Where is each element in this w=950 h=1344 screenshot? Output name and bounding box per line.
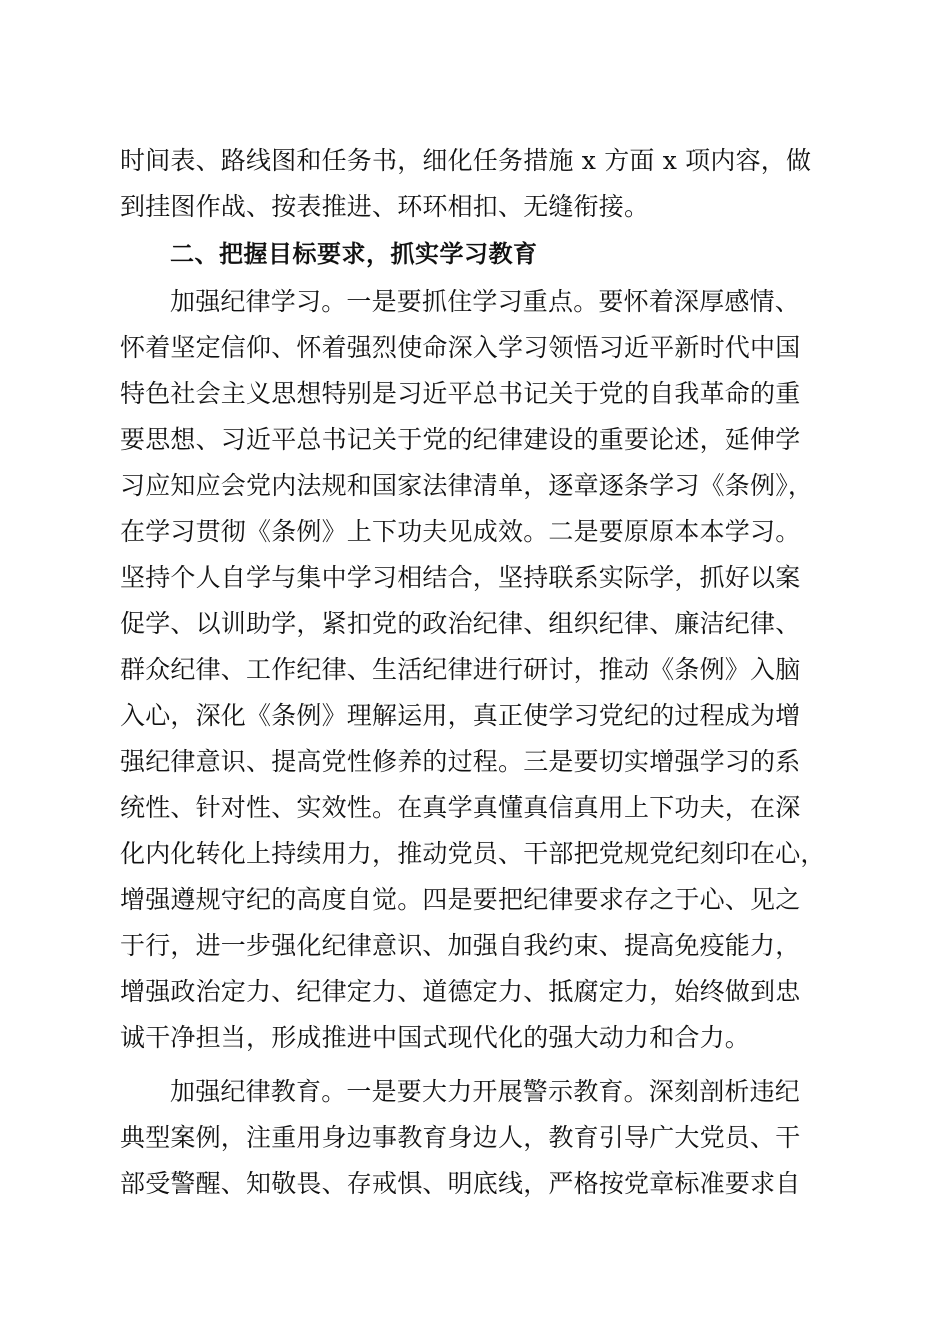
paragraph-1-line: 加强纪律学习。一是要抓住学习重点。要怀着深厚感情、: [170, 287, 801, 316]
paragraph-1-line: 增强遵规守纪的高度自觉。四是要把纪律要求存之于心、见之: [120, 885, 801, 914]
paragraph-2-line: 典型案例，注重用身边事教育身边人，教育引导广大党员、干: [120, 1123, 801, 1152]
paragraph-1-line: 促学、以训助学，紧扣党的政治纪律、组织纪律、廉洁纪律、: [120, 609, 801, 638]
paragraph-2-line: 加强纪律教育。一是要大力开展警示教育。深刻剖析违纪: [170, 1077, 801, 1106]
paragraph-1-line: 要思想、习近平总书记关于党的纪律建设的重要论述，延伸学: [120, 425, 801, 454]
paragraph-1-line: 坚持个人自学与集中学习相结合，坚持联系实际学，抓好以案: [120, 563, 801, 592]
intro-line-2: 到挂图作战、按表推进、环环相扣、无缝衔接。: [120, 192, 650, 221]
paragraph-1-line: 统性、针对性、实效性。在真学真懂真信真用上下功夫，在深: [120, 793, 801, 822]
section-heading: 二、把握目标要求，抓实学习教育: [170, 240, 538, 268]
paragraph-1-line: 群众纪律、工作纪律、生活纪律进行研讨，推动《条例》入脑: [120, 655, 801, 684]
paragraph-2-line: 部受警醒、知敬畏、存戒惧、明底线，严格按党章标准要求自: [120, 1169, 801, 1198]
paragraph-1-line: 化内化转化上持续用力，推动党员、干部把党规党纪刻印在心，: [120, 839, 826, 868]
paragraph-1-line: 增强政治定力、纪律定力、道德定力、抵腐定力，始终做到忠: [120, 977, 801, 1006]
paragraph-1-line: 在学习贯彻《条例》上下功夫见成效。二是要原原本本学习。: [120, 517, 801, 546]
paragraph-1-line: 强纪律意识、提高党性修养的过程。三是要切实增强学习的系: [120, 747, 801, 776]
paragraph-1-line: 怀着坚定信仰、怀着强烈使命深入学习领悟习近平新时代中国: [120, 333, 801, 362]
paragraph-1-line: 入心，深化《条例》理解运用，真正使学习党纪的过程成为增: [120, 701, 801, 730]
intro-line-1: 时间表、路线图和任务书，细化任务措施 x 方面 x 项内容，做: [120, 146, 812, 175]
paragraph-1-line: 习应知应会党内法规和国家法律清单，逐章逐条学习《条例》，: [120, 471, 814, 500]
paragraph-1-line: 特色社会主义思想特别是习近平总书记关于党的自我革命的重: [120, 379, 801, 408]
paragraph-1-line: 诚干净担当，形成推进中国式现代化的强大动力和合力。: [120, 1023, 751, 1052]
paragraph-1-line: 于行，进一步强化纪律意识、加强自我约束、提高免疫能力，: [120, 931, 801, 960]
